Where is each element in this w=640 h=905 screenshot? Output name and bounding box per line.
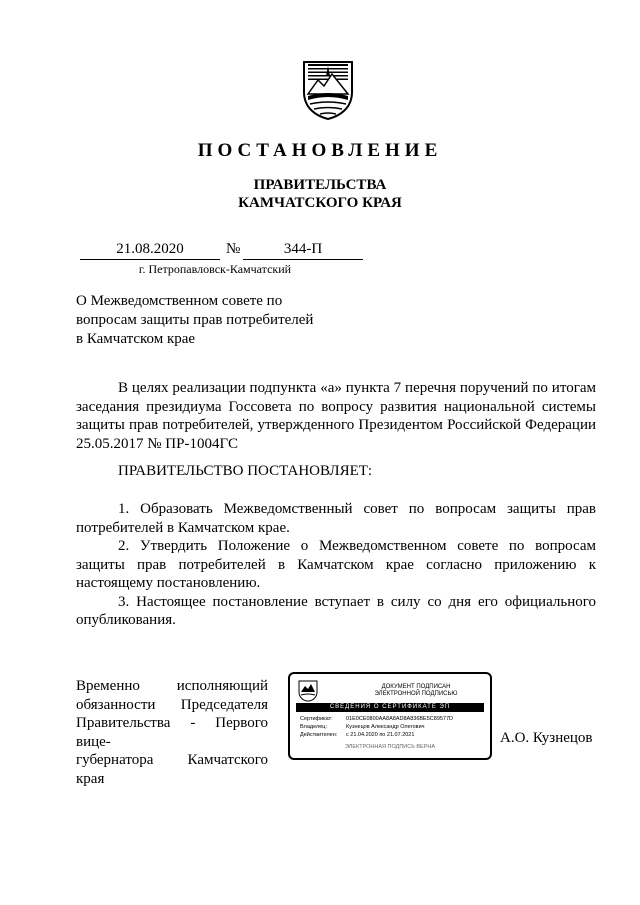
signatory-position-line: Правительства - Первого вице- <box>76 715 268 750</box>
stamp-validity-row <box>300 732 414 739</box>
stamp-label: Владелец: <box>300 724 327 730</box>
stamp-value: с 21.04.2020 по 21.07.2021 <box>346 732 415 738</box>
signatory-position <box>76 677 268 788</box>
document-date: 21.08.2020 <box>80 241 220 260</box>
document-title-line: О Межведомственном совете по <box>76 293 283 309</box>
stamp-certificate-row <box>300 716 453 723</box>
document-number: 344-П <box>243 241 363 260</box>
stamp-label: Сертификат: <box>300 716 333 722</box>
signatory-position-line: губернатора Камчатского края <box>76 752 268 787</box>
resolves-text: ПРАВИТЕЛЬСТВО ПОСТАНОВЛЯЕТ: <box>118 463 373 479</box>
stamp-owner-row <box>300 724 425 731</box>
stamp-value: Кузнецов Александр Олегович <box>346 724 425 730</box>
resolution-item: 3. Настоящее постановление вступает в силу со дня его официального опубликования. <box>76 593 596 628</box>
electronic-signature-stamp <box>288 672 492 760</box>
stamp-heading-line: ДОКУМЕНТ ПОДПИСАН <box>381 684 451 690</box>
stamp-emblem-icon <box>298 680 318 702</box>
signatory-position-line: обязанности Председателя <box>76 696 268 713</box>
resolution-item: 2. Утвердить Положение о Межведомственном совете по вопросам защиты прав потребителей в Камчатском крае согласно приложению к настоящему постановлению. <box>76 538 596 591</box>
number-sign: № <box>226 241 241 257</box>
resolution-items <box>76 500 596 630</box>
stamp-value: 01E0CE0800AA8A8AD8A836BE5C89577D <box>346 716 454 722</box>
resolution-item: 1. Образовать Межведомственный совет по вопросам защиты прав потребителей в Камчатском крае. <box>76 501 596 536</box>
issue-city: г. Петропавловск-Камчатский <box>138 262 292 276</box>
stamp-heading-line: ЭЛЕКТРОННОЙ ПОДПИСЬЮ <box>374 691 458 697</box>
stamp-label: Действителен: <box>300 732 338 738</box>
document-type-heading: ПОСТАНОВЛЕНИЕ <box>197 140 443 161</box>
signatory-position-line: Временно исполняющий <box>76 678 268 694</box>
stamp-certificate-bar: СВЕДЕНИЯ О СЕРТИФИКАТЕ ЭП <box>296 703 484 712</box>
preamble-text: В целях реализации подпункта «а» пункта 7 перечня поручений по итогам заседания президиума Госсовета по вопросу развития национальной системы защиты прав потребителей, утвержденного Президентом Российской Федерации 25.05.2017 № ПР-1004ГС <box>76 380 596 452</box>
document-title-line: вопросам защиты прав потребителей <box>76 312 314 328</box>
issuer-line-1: ПРАВИТЕЛЬСТВА <box>253 177 387 193</box>
issuer-line-2: КАМЧАТСКОГО КРАЯ <box>238 195 402 211</box>
document-title-line: в Камчатском крае <box>76 331 196 347</box>
kamchatka-coat-of-arms-icon <box>300 58 356 120</box>
preamble-paragraph <box>76 379 596 453</box>
stamp-footer: ЭЛЕКТРОННАЯ ПОДПИСЬ ВЕРНА <box>344 744 436 750</box>
resolves-paragraph <box>76 462 596 481</box>
signatory-name: А.О. Кузнецов <box>500 730 593 746</box>
